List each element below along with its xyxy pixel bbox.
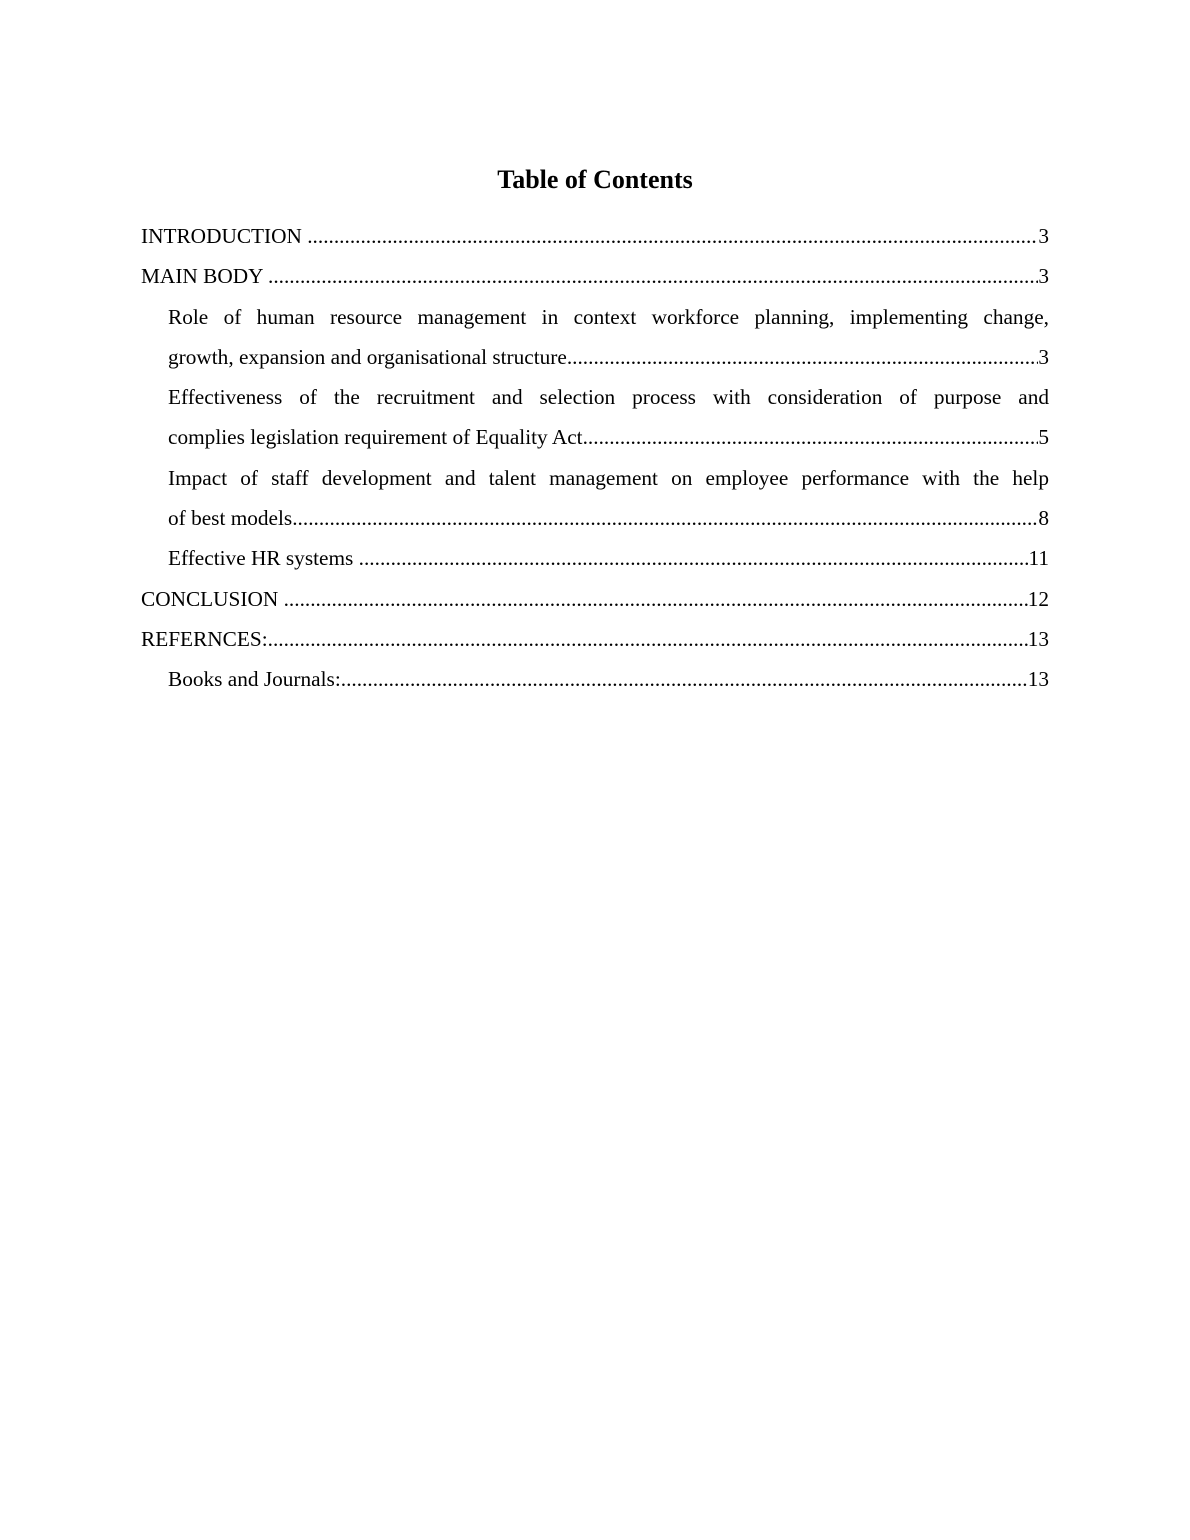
toc-entry-line: [168, 498, 1049, 538]
toc-entry-line: [141, 579, 1049, 619]
toc-entry-books-and-journals[interactable]: [141, 659, 1049, 699]
toc-leader-dots: [359, 538, 1029, 578]
toc-entry-text: Books and Journals:: [168, 667, 341, 692]
toc-entry-line: [168, 417, 1049, 457]
toc-entry-effective-hr-systems[interactable]: [141, 538, 1049, 578]
toc-entry-line: [168, 538, 1049, 578]
toc-entry-text: CONCLUSION: [141, 586, 284, 611]
toc-entry-text: REFERNCES:: [141, 626, 268, 651]
toc-entry-text: INTRODUCTION: [141, 224, 308, 248]
toc-page-number: 3: [1038, 344, 1049, 369]
toc-entry-references[interactable]: [141, 619, 1049, 659]
toc-entry-text: Effective HR systems: [168, 546, 359, 571]
toc-page-number: 11: [1028, 546, 1049, 571]
toc-page-number: 8: [1038, 506, 1049, 531]
toc-entry-line: [141, 216, 1049, 256]
toc-leader-dots: [567, 337, 1039, 377]
toc-entry-line: [141, 619, 1049, 659]
toc-page-number: 12: [1027, 586, 1049, 611]
toc-leader-dots: [341, 659, 1028, 699]
toc-leader-dots: [307, 216, 1038, 256]
toc-entry-recruitment-effectiveness[interactable]: [141, 377, 1049, 458]
toc-entry-line: [168, 659, 1049, 699]
toc-entry-conclusion[interactable]: [141, 579, 1049, 619]
toc-entry-text-line: Effectiveness of the recruitment and selection process with consideration of purpose and: [168, 385, 1049, 410]
toc-page-number: 13: [1027, 626, 1049, 651]
toc-leader-dots: [284, 579, 1028, 619]
toc-entry-line: [141, 256, 1049, 296]
toc-entry-text: of best models: [168, 506, 293, 531]
toc-entry-text-line: Impact of staff development and talent management on employee performance with the help: [168, 465, 1049, 490]
toc-page-number: 3: [1038, 224, 1049, 248]
table-of-contents: [141, 216, 1049, 700]
toc-entry-text-line: Role of human resource management in context workforce planning, implementing change,: [168, 304, 1049, 329]
toc-leader-dots: [268, 619, 1028, 659]
toc-entry-main-body[interactable]: [141, 256, 1049, 296]
toc-entry-text: MAIN BODY: [141, 264, 268, 289]
toc-page-number: 5: [1038, 425, 1049, 450]
toc-title: Table of Contents: [497, 165, 693, 194]
toc-leader-dots: [268, 256, 1038, 296]
toc-page-number: 13: [1027, 667, 1049, 692]
toc-leader-dots: [583, 417, 1039, 457]
toc-page-number: 3: [1038, 264, 1049, 289]
toc-leader-dots: [292, 498, 1038, 538]
toc-entry-text: complies legislation requirement of Equality Act: [168, 425, 583, 450]
toc-entry-staff-development[interactable]: [141, 458, 1049, 539]
toc-entry-introduction[interactable]: [141, 216, 1049, 256]
toc-entry-role-of-hrm[interactable]: [141, 297, 1049, 378]
toc-entry-line: [168, 337, 1049, 377]
toc-entry-text: growth, expansion and organisational structure: [168, 344, 567, 369]
